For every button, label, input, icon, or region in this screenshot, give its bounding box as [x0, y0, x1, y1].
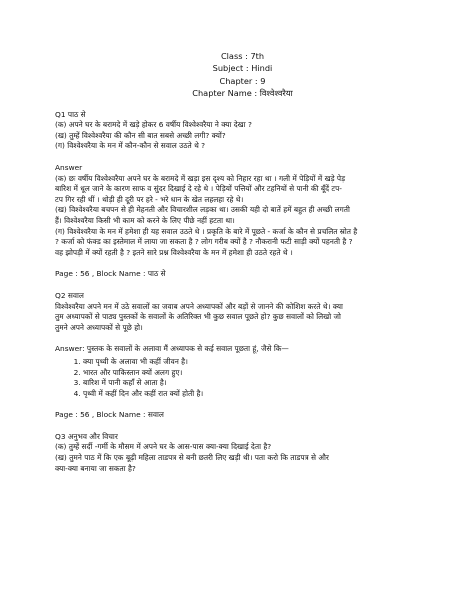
question-2-title: Q2 सवाल [55, 290, 84, 300]
answer-1-line: (क) छः वर्षीय विश्वेश्वरैया अपने घर के बरामदे में खड़ा इस दृश्य को निहार रहा था । गली में पेड़ियों में खड़े पेड़ [55, 173, 346, 183]
chapter-name-label: Chapter Name : विश्वेश्वरैया [192, 88, 293, 99]
answer-1-line: टप गिर रही थीं । थोड़ी ही दूरी पर हरे - भरे धान के खेत लहलहा रहे थे। [55, 194, 244, 204]
question-1 [55, 110, 430, 152]
list-item: 2. भारत और पाकिस्तान क्यों अलग हुए। [83, 368, 430, 379]
class-label: Class : 7th [220, 51, 265, 61]
block-reference-1: Page : 56 , Block Name : पाठ से [55, 269, 166, 279]
subject-label: Subject : Hindi [212, 63, 273, 74]
question-1-title: Q1 पाठ से [55, 109, 86, 119]
question-1-line: (ख) तुम्हें विश्वेश्वरैया की कौन सी बात सबसे अच्छी लगी? क्यों? [55, 130, 226, 140]
question-3-line: क्या-क्या बनाया जा सकता है? [55, 463, 136, 473]
question-2-line: तुमने अपने अध्यापकों से पूछे हो। [55, 322, 143, 332]
answer-1 [55, 163, 430, 258]
question-3 [55, 432, 430, 474]
answer-1-line: ? कर्जा को फंक्ड का इस्तेमाल में लाया जा सकता है ? लोग गरीब क्यों है ? नौकरानी फटी साड़ी क्यों पहनती है ? [55, 237, 353, 247]
question-1-line: (ग) विश्वेश्वरैया के मन में कौन-कौन से सवाल उठते थे ? [55, 141, 206, 151]
answer-1-line: हैं। विश्वेश्वरैया किसी भी काम को करने के लिए पीछे नहीं हटता था। [55, 215, 235, 225]
question-2-line: विश्वेश्वरैया अपने मन में उठे सवालों का जवाब अपने अध्यापकों और बड़ों से जानने की कोशिश करते थे। क्या [55, 301, 343, 311]
answer-1-line: (ख) विश्वेश्वरैया बचपन से ही मेहनती और विचारशील लड़का था। उसकी यही दो बातें हमें बहुत ही अच्छी लगती [55, 205, 350, 215]
answer-1-line: वह झोपड़ी में क्यों रहती है ? इतने सारे प्रश्न विश्वेश्वरैया के मन में हमेशा ही उठते रहते थे । [55, 247, 293, 257]
answer-2-list [55, 357, 430, 399]
question-2 [55, 291, 430, 333]
document-header [55, 50, 430, 100]
question-3-title: Q3 अनुभव और विचार [55, 431, 118, 441]
answer-1-line: बारिश में धूल जाने के कारण साफ व सुंदर दिखाई दे रहे थे । पेड़ियों पत्तियों और टहनियों से पानी की बूँदें टप- [55, 184, 342, 194]
answer-1-title: Answer [55, 163, 83, 172]
answer-2 [55, 344, 430, 399]
list-item: 1. क्या पृथ्वी के अलावा भी कहीं जीवन है। [83, 357, 430, 368]
question-1-line: (क) अपने घर के बरामदे में खड़े होकर 6 वर्षीय विश्वेश्वरैया ने क्या देखा ? [55, 120, 252, 130]
list-item: 4. पृथ्वी में कहीं दिन और कहीं रात क्यों होती है। [83, 389, 430, 400]
question-3-line: (क) तुम्हें सर्दी -गर्मी के मौसम में अपने घर के आस-पास क्या-क्या दिखाई देता है? [55, 442, 272, 452]
question-2-line: तुम अध्यापकों से पाठ्य पुस्तकों के सवालों के अतिरिक्त भी कुछ सवाल पूछते हो? कुछ सवालों को लिखो जो [55, 312, 341, 322]
answer-2-intro: Answer: पुस्तक के सवालों के अलावा मैं अध्यापक से कई सवाल पूछता हूं, जैसे कि— [55, 344, 289, 354]
chapter-label: Chapter : 9 [219, 75, 266, 86]
answer-1-line: (ग) विश्वेश्वरैया के मन में हमेशा ही यह सवाल उठते थे । प्रकृति के बारे में पूछते - कर्जा के कौन से प्रचलित स्रोत है [55, 226, 358, 236]
list-item: 3. बारिश में पानी कहाँ से आता है। [83, 378, 430, 389]
block-reference-2: Page : 56 , Block Name : सवाल [55, 410, 164, 420]
question-3-line: (ख) तुमने पाठ में कि एक बूढ़ी महिला ताडपत्र से बनी छतरी लिए खड़ी थी। पता करो कि ताडपत्र से और [55, 453, 329, 463]
